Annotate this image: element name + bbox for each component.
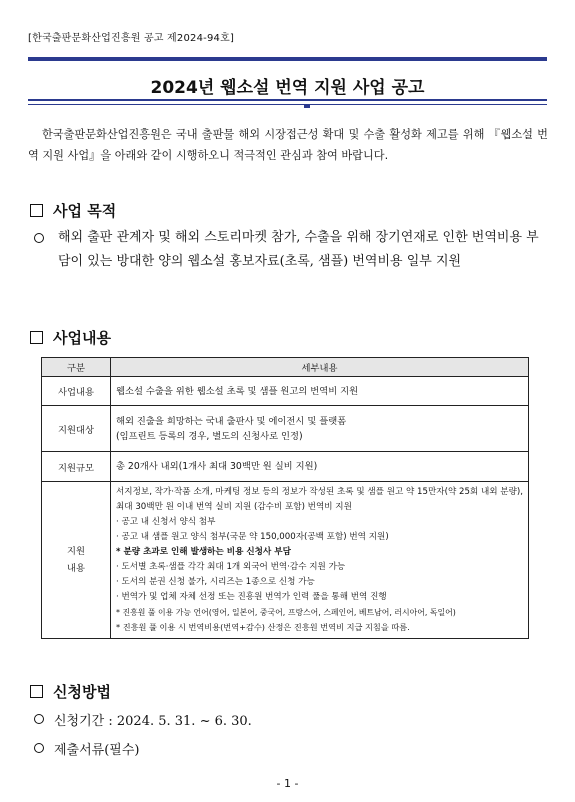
apply-docs-text: 제출서류(필수)	[54, 743, 140, 758]
title-box	[28, 57, 547, 105]
intro-paragraph: 한국출판문화산업진흥원은 국내 출판물 해외 시장접근성 확대 및 수출 활성화 제고를 위해 『웹소설 번역 지원 사업』을 아래와 같이 시행하오니 적극적인 관심과 참여 바랍니다.	[28, 128, 548, 162]
apply-docs-item	[34, 739, 140, 758]
row-label: 지원 내용	[42, 482, 111, 639]
table-header-category: 구분	[42, 358, 111, 377]
detail-note: * 진흥원 풀 이용 가능 언어(영어, 일본어, 중국어, 프랑스어, 스페인어, 베트남어, 러시아어, 독일어)	[116, 608, 456, 617]
circle-bullet-icon	[34, 714, 44, 724]
row-value	[111, 377, 529, 406]
detail-paragraph: 서지정보, 작가·작품 소개, 마케팅 정보 등의 정보가 작성된 초록 및 샘플 원고 약 15만자(약 25회 내외 분량), 최대 30백만 원 이내 번역 실비 지원 (감수비 포함) 번역비 지원	[116, 487, 523, 512]
row-label: 지원대상	[42, 406, 111, 452]
notice-number: [한국출판문화산업진흥원 공고 제2024-94호]	[28, 33, 235, 44]
checkbox-square-icon	[30, 331, 43, 344]
row-value-line: 해외 진출을 희망하는 국내 출판사 및 에이전시 및 플랫폼	[116, 415, 347, 427]
table-row	[42, 452, 529, 482]
apply-period-item	[34, 710, 252, 729]
detail-line: · 공고 내 신청서 양식 첨부	[116, 517, 216, 527]
section-heading-purpose-label: 사업 목적	[53, 202, 117, 220]
detail-line: · 도서별 초록·샘플 각각 최대 1개 외국어 번역·감수 지원 가능	[116, 562, 346, 572]
table-header-detail: 세부내용	[111, 358, 529, 377]
row-value-line: (임프린트 등록의 경우, 별도의 신청사로 인정)	[116, 430, 303, 442]
row-label: 지원규모	[42, 452, 111, 482]
title-divider-mark	[304, 104, 310, 108]
detail-line: · 도서의 분권 신청 불가, 시리즈는 1종으로 신청 가능	[116, 577, 315, 587]
content-table	[41, 357, 529, 639]
section-heading-content	[30, 327, 111, 348]
row-value	[111, 452, 529, 482]
apply-period-text: 신청기간 : 2024. 5. 31. ~ 6. 30.	[54, 714, 252, 729]
purpose-text: 해외 출판 관계자 및 해외 스토리마켓 참가, 수출을 위해 장기연재로 인한 번역비용 부담이 있는 방대한 양의 웹소설 홍보자료(초록, 샘플) 번역비용 일부 지원	[58, 230, 539, 269]
circle-bullet-icon	[34, 743, 44, 753]
row-value-line: 웹소설 수출을 위한 웹소설 초록 및 샘플 원고의 번역비 지원	[116, 385, 359, 397]
section-heading-purpose	[30, 200, 116, 221]
row-value	[111, 406, 529, 452]
row-value-line: 총 20개사 내외(1개사 최대 30백만 원 실비 지원)	[116, 461, 318, 472]
circle-bullet-icon	[34, 233, 44, 243]
table-row	[42, 377, 529, 406]
purpose-item	[34, 226, 544, 273]
table-row-detail	[42, 482, 529, 639]
row-value	[111, 482, 529, 639]
checkbox-square-icon	[30, 685, 43, 698]
table-row	[42, 406, 529, 452]
detail-note: * 분량 초과로 인해 발생하는 비용 신청사 부담	[116, 547, 291, 557]
table-header-row	[42, 358, 529, 377]
detail-note: * 진흥원 풀 이용 시 번역비용(번역+감수) 산정은 진흥원 번역비 지급 지침을 따름.	[116, 622, 410, 632]
section-heading-content-label: 사업내용	[53, 329, 111, 347]
section-heading-apply-label: 신청방법	[53, 683, 111, 701]
page-title: 2024년 웹소설 번역 지원 사업 공고	[150, 78, 425, 98]
section-heading-apply	[30, 681, 111, 702]
detail-line: · 번역가 및 업체 자체 선정 또는 진흥원 번역가 인력 풀을 통해 번역 진행	[116, 592, 387, 602]
detail-line: · 공고 내 샘플 원고 양식 첨부(국문 약 150,000자(공백 포함) 번역 지원)	[116, 532, 389, 542]
row-label: 사업내용	[42, 377, 111, 406]
checkbox-square-icon	[30, 204, 43, 217]
page-number: - 1 -	[276, 777, 299, 790]
